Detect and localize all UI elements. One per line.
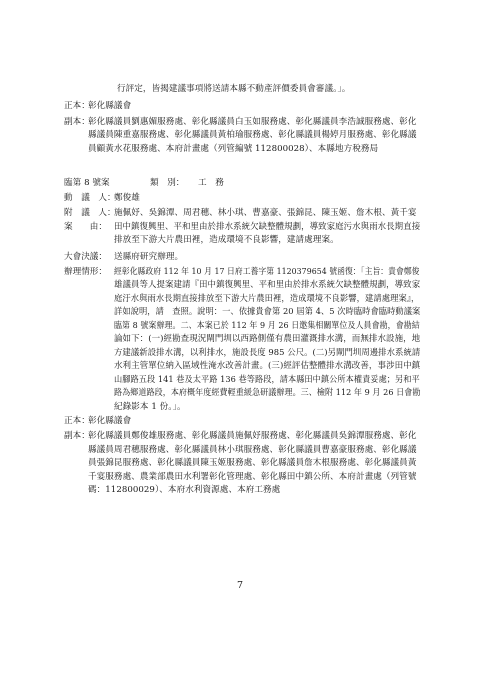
copy-line: 員張錦昆服務處、彰化縣議員陳玉姬服務處、彰化縣議員詹木根服務處、彰化縣議員黃 <box>88 458 417 468</box>
seconded-label: 附 議 人： <box>64 208 116 218</box>
handling-line: 路為鄉道路段，本府概年度經費輕重緩急研議辦理。三、檢附 112 年 9 月 26 日會勘 <box>114 388 421 398</box>
page-number: 7 <box>236 580 244 591</box>
copy-line: 縣議員周君穗服務處、彰化縣議員林小琪服務處、彰化縣議員曹嘉豪服務處、彰化縣議 <box>88 445 417 455</box>
subject-line: 田中鎮復興里、平和里由於排水系統欠缺整體規劃，導致家庭污水與雨水長期直接 <box>114 222 421 232</box>
resolution-label: 大會決議： <box>64 252 107 262</box>
moved-value: 鄭俊雄 <box>114 193 140 203</box>
handling-line: 經彰化縣政府 112 年 10 月 17 日府工養字第 1120379654 號函復：「主旨：貴會鄭俊 <box>114 267 420 277</box>
subject-label: 案 由： <box>64 222 107 232</box>
copy-line: 彰化縣議員鄭俊雄服務處、彰化縣議員施佩妤服務處、彰化縣議員吳錦潭服務處、彰化 <box>88 431 417 441</box>
original-label: 正本： <box>64 416 90 426</box>
handling-line: 山腳路五段 141 巷及太平路 136 巷等路段，請本縣田中鎮公所本權責妥處；另和平 <box>114 375 420 385</box>
category-label: 類 別： <box>150 178 185 188</box>
moved-label: 動 議 人： <box>64 193 116 203</box>
handling-line: 方建議新設排水溝，以利排水，施設長度 985 公尺。(二)另閘門圳周邊排水系統請 <box>114 348 421 358</box>
category-value: 工 務 <box>198 178 224 188</box>
original-value: 彰化縣議會 <box>88 101 132 111</box>
handling-line: 臨第 8 號案辦理。二、本案已於 112 年 9 月 26 日邀集相關單位及人員會勘，會勘結 <box>114 321 420 331</box>
original-value: 彰化縣議會 <box>88 416 132 426</box>
handling-line: 詳如說明，請 查照。說明：一、依據貴會第 20 屆第 4、5 次時臨時會臨時動議案 <box>114 307 421 317</box>
copy-line: 碼：112800029）、本府水利資源處、本府工務處 <box>88 485 281 495</box>
handling-line: 庭汙水與雨水長期直接排放至下游大片農田裡，造成環境不良影響，建請處理案』， <box>114 294 420 304</box>
handling-line: 雄議員等人提案建請『田中鎮復興里、平和里由於排水系統欠缺整體規劃，導致家 <box>114 280 421 290</box>
seconded-value: 施佩妤、吳錦潭、周君穗、林小琪、曹嘉豪、張錦昆、陳玉姬、詹木根、黃千宴 <box>114 208 417 218</box>
subject-line: 排放至下游大片農田裡，造成環境不良影響，建請處理案。 <box>114 235 339 245</box>
handling-line: 紀錄影本 1 份。」。 <box>114 402 186 412</box>
case-number: 臨第 8 號案 <box>64 178 110 188</box>
handling-label: 辦理情形： <box>64 267 107 277</box>
copy-label: 副本： <box>64 117 90 127</box>
handling-line: 水利主管單位納入區域性淹水改善計畫。(三)經評估整體排水溝改善，事涉田中鎮 <box>114 361 421 371</box>
resolution-value: 送縣府研究辦理。 <box>114 252 184 262</box>
copy-line: 彰化縣議員劉惠媚服務處、彰化縣議員白玉如服務處、彰化縣議員李浩誠服務處、彰化 <box>88 117 417 127</box>
copy-line: 員顧黃水花服務處、本府計畫處（列管編號 112800028）、本縣地方稅務局 <box>88 144 379 154</box>
copy-line: 千宴服務處、農業部農田水利署彰化管理處、彰化縣田中鎮公所、本府計畫處（列管號 <box>88 472 417 482</box>
original-label: 正本： <box>64 101 90 111</box>
continued-text: 行評定，皆揭建議事項將送請本縣不動產評價委員會審議。」。 <box>117 84 351 94</box>
copy-line: 縣議員陳重嘉服務處、彰化縣議員黃柏瑜服務處、彰化縣議員楊婷月服務處、彰化縣議 <box>88 130 417 140</box>
handling-line: 論如下：(一)經勘查現況閘門圳以西路側僅有農田灌溉排水溝，而無排水設施，地 <box>114 334 421 344</box>
copy-label: 副本： <box>64 431 90 441</box>
